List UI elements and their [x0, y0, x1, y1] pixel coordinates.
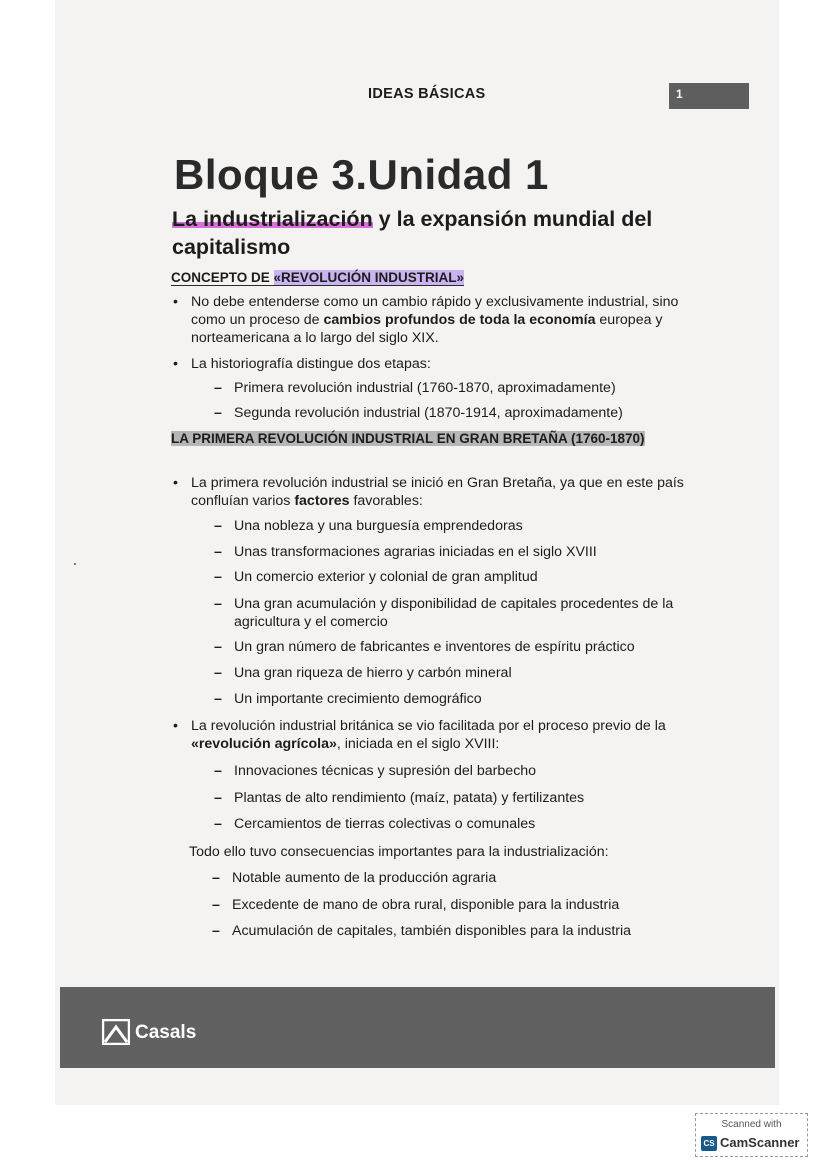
- list-item-factor: – Unas transformaciones agrarias iniciadas en el siglo XVIII: [234, 543, 684, 561]
- list-item-stage: – Primera revolución industrial (1760-1870, aproximadamente): [234, 379, 684, 397]
- text-bold: factores: [294, 493, 350, 509]
- camscanner-icon: CS: [701, 1136, 717, 1151]
- page-number: 1: [669, 83, 749, 109]
- bullet-stages: • La historiografía distingue dos etapas:: [191, 355, 685, 373]
- list-item-factor: – Una nobleza y una burguesía emprendedoras: [234, 517, 684, 535]
- text-part: No debe entenderse como un cambio rápido y exclusivamente industrial, sino como un proceso de: [191, 294, 679, 328]
- bullet-agricultural-revolution: [191, 717, 685, 753]
- section-heading-first-revolution: [171, 430, 651, 447]
- subtitle-highlight: La industrialización: [172, 207, 373, 231]
- text-part: , iniciada en el siglo XVIII:: [336, 736, 500, 752]
- section-highlight: «REVOLUCIÓN INDUSTRIAL»: [273, 270, 465, 285]
- list-item-agri: – Innovaciones técnicas y supresión del barbecho: [234, 762, 684, 780]
- text-part: La revolución industrial británica se vio facilitada por el proceso previo de la: [191, 718, 666, 734]
- list-item-factor: – Una gran acumulación y disponibilidad de capitales procedentes de la agricultura y el comercio: [234, 595, 684, 631]
- list-item-agri: – Cercamientos de tierras colectivas o comunales: [234, 815, 684, 833]
- header-label: IDEAS BÁSICAS: [368, 86, 486, 102]
- list-item-consequence: – Acumulación de capitales, también disponibles para la industria: [232, 922, 682, 940]
- bullet-factors: [191, 474, 685, 510]
- text-part: favorables:: [349, 493, 423, 509]
- footer-brand: Casals: [135, 1022, 197, 1043]
- section-highlight: LA PRIMERA REVOLUCIÓN INDUSTRIAL EN GRAN BRETAÑA (1760-1870): [171, 431, 645, 446]
- casals-logo-icon: [102, 1019, 130, 1045]
- watermark-caption: Scanned with: [721, 1119, 782, 1130]
- list-item-factor: – Una gran riqueza de hierro y carbón mineral: [234, 664, 684, 682]
- list-item-consequence: – Notable aumento de la producción agraria: [232, 869, 682, 887]
- watermark-name: CamScanner: [720, 1135, 800, 1150]
- bullet-concept-definition: [191, 293, 685, 347]
- subtitle-rest: y la expansión mundial del capitalismo: [172, 207, 653, 259]
- list-item-factor: – Un importante crecimiento demográfico: [234, 690, 684, 708]
- unit-subtitle: [172, 205, 692, 261]
- text-part: La primera revolución industrial se inició en Gran Bretaña, ya que en este país confluían varios: [191, 475, 684, 509]
- list-item-agri: – Plantas de alto rendimiento (maíz, patata) y fertilizantes: [234, 789, 684, 807]
- text-part: europea y norteamericana a lo largo del siglo XIX.: [191, 312, 663, 346]
- list-item-factor: – Un comercio exterior y colonial de gran amplitud: [234, 568, 684, 586]
- camscanner-watermark: [695, 1113, 808, 1157]
- section-heading-concept: [171, 269, 464, 286]
- text-bold: «revolución agrícola»: [191, 736, 337, 752]
- page-title: Bloque 3.Unidad 1: [174, 151, 549, 198]
- section-prefix: CONCEPTO DE: [171, 270, 274, 285]
- list-item-stage: – Segunda revolución industrial (1870-1914, aproximadamente): [234, 404, 684, 422]
- text-bold: cambios profundos de toda la economía: [323, 312, 596, 328]
- conclusion-text: Todo ello tuvo consecuencias importantes para la industrialización:: [189, 844, 609, 860]
- scan-speck: [74, 563, 76, 565]
- list-item-consequence: – Excedente de mano de obra rural, disponible para la industria: [232, 896, 682, 914]
- list-item-factor: – Un gran número de fabricantes e inventores de espíritu práctico: [234, 638, 684, 656]
